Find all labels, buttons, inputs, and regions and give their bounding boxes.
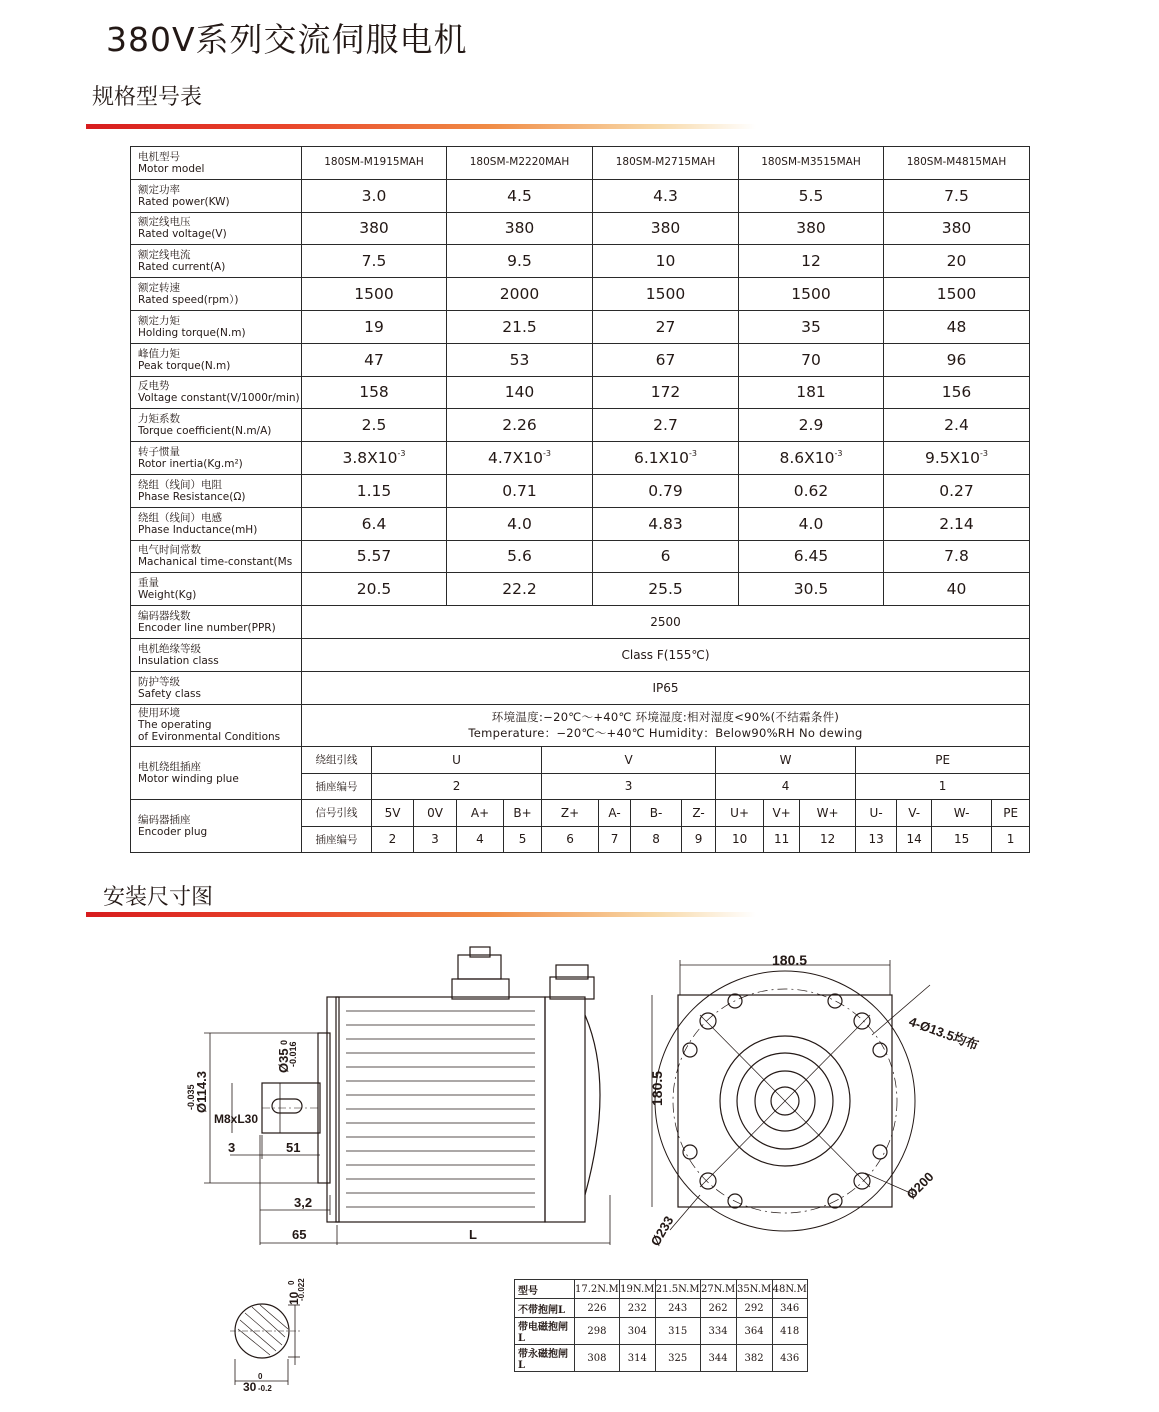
label-zh: 防护等级: [138, 675, 180, 688]
spec-value: 6.4: [302, 507, 447, 540]
dim-cell: 364: [736, 1318, 772, 1345]
dim-l32: 3,2: [294, 1195, 313, 1210]
spec-value: 20.5: [302, 573, 447, 606]
spec-value: 30.5: [739, 573, 884, 606]
spec-value: 2.9: [739, 409, 884, 442]
dim-thread: M8xL30: [214, 1112, 259, 1126]
value-mantissa: 3.8X10: [342, 449, 398, 468]
model-name: 180SM-M1915MAH: [302, 147, 447, 180]
winding-pin: 3: [542, 773, 716, 800]
row-label: [131, 671, 302, 704]
encoder-pin: 2: [372, 826, 414, 853]
spec-value: 1500: [884, 278, 1030, 311]
model-name: 180SM-M2715MAH: [593, 147, 739, 180]
label-zh: 反电势: [138, 380, 170, 393]
spec-row: [131, 442, 1030, 475]
encoder-signal: V+: [764, 800, 800, 827]
spec-value: 380: [447, 212, 593, 245]
dim-d35: Ø35: [276, 1048, 291, 1073]
spec-value: 1500: [302, 278, 447, 311]
spec-value: [447, 442, 593, 475]
spec-value: 0.71: [447, 474, 593, 507]
encoder-signal: B+: [504, 800, 542, 827]
spec-value: [739, 442, 884, 475]
spec-row: [131, 343, 1030, 376]
spec-value: 0.79: [593, 474, 739, 507]
dim-cell: 298: [575, 1318, 620, 1345]
row-label: [131, 638, 302, 671]
dim-d200: Ø200: [903, 1169, 937, 1203]
sub-label: 信号引线: [302, 800, 372, 827]
encoder-signal: A-: [599, 800, 631, 827]
dim-d114: Ø114.3: [194, 1071, 209, 1113]
encoder-pin: 5: [504, 826, 542, 853]
spec-row: [131, 409, 1030, 442]
label-en: Motor model: [138, 162, 205, 175]
label-zh: 力矩系数: [138, 413, 180, 426]
winding-pin: 4: [716, 773, 856, 800]
label-en: Torque coefficient(N.m/A): [138, 425, 272, 438]
spec-row: [131, 573, 1030, 606]
spec-row: [131, 671, 1030, 704]
label-en: Phase Resistance(Ω): [138, 490, 246, 503]
value-exponent: -3: [397, 449, 406, 459]
key-section-drawing: [210, 1265, 320, 1395]
key-dim-30-tolerance: -0.2: [258, 1384, 272, 1393]
encoder-pin: 8: [631, 826, 682, 853]
encoder-signal-row: [131, 800, 1030, 827]
spec-value: 6.45: [739, 540, 884, 573]
dim-cell: 243: [655, 1299, 700, 1318]
spec-value: 2.14: [884, 507, 1030, 540]
winding-signal-row: [131, 747, 1030, 774]
dim-header-cell: 27N.M: [700, 1280, 736, 1299]
spec-value: 4.0: [739, 507, 884, 540]
spec-value: 67: [593, 343, 739, 376]
encoder-signal: B-: [631, 800, 682, 827]
label-zh: 额定转速: [138, 282, 180, 295]
spec-row: [131, 179, 1030, 212]
spec-value: 2500: [302, 606, 1030, 639]
sub-label: 插座编号: [302, 826, 372, 853]
dim-l65: 65: [292, 1227, 307, 1242]
spec-header-row: [131, 147, 1030, 180]
spec-value: 10: [593, 245, 739, 278]
label-en: Safety class: [138, 687, 201, 700]
encoder-pin: 9: [682, 826, 716, 853]
header-label: [131, 147, 302, 180]
spec-row: [131, 606, 1030, 639]
front-view-drawing: [630, 945, 990, 1255]
encoder-signal: A+: [457, 800, 504, 827]
row-label: [131, 800, 302, 853]
label-en: Rated current(A): [138, 261, 226, 274]
spec-value: 48: [884, 310, 1030, 343]
dim-header-cell: 型号: [515, 1280, 575, 1299]
dim-row: [515, 1345, 808, 1372]
spec-row: [131, 540, 1030, 573]
key-dim-10-top: 0: [287, 1280, 296, 1285]
encoder-signal: 0V: [414, 800, 457, 827]
key-dim-10: 10: [287, 1291, 301, 1305]
spec-value: 172: [593, 376, 739, 409]
spec-value: 25.5: [593, 573, 739, 606]
row-label: [131, 409, 302, 442]
spec-value: 5.5: [739, 179, 884, 212]
label-en: Rotor inertia(Kg.m²): [138, 458, 243, 471]
spec-value: 4.3: [593, 179, 739, 212]
model-name: 180SM-M3515MAH: [739, 147, 884, 180]
spec-value: 3.0: [302, 179, 447, 212]
spec-value: 53: [447, 343, 593, 376]
dim-cell: 436: [772, 1345, 807, 1372]
spec-value: 2.26: [447, 409, 593, 442]
spec-row: [131, 638, 1030, 671]
dim-cell: 262: [700, 1299, 736, 1318]
label-en: Encoder plug: [138, 826, 208, 838]
row-label: [131, 474, 302, 507]
encoder-pin: 6: [542, 826, 599, 853]
env-row: [131, 704, 1030, 746]
encoder-pin: 15: [932, 826, 992, 853]
dim-cell: 304: [619, 1318, 655, 1345]
encoder-pin: 3: [414, 826, 457, 853]
winding-signal: V: [542, 747, 716, 774]
spec-value: 2.7: [593, 409, 739, 442]
dim-header-cell: 35N.M: [736, 1280, 772, 1299]
spec-value: 7.5: [302, 245, 447, 278]
spec-row: [131, 278, 1030, 311]
row-label: [131, 747, 302, 800]
dim-d35-top: 0: [279, 1039, 289, 1045]
spec-value: 181: [739, 376, 884, 409]
spec-value: 4.5: [447, 179, 593, 212]
label-en: Rated power(KW): [138, 195, 230, 208]
dim-cell: 不带抱闸L: [515, 1299, 575, 1318]
spec-row: [131, 245, 1030, 278]
row-label: [131, 245, 302, 278]
spec-value: 7.8: [884, 540, 1030, 573]
dim-row: [515, 1299, 808, 1318]
side-view-drawing: [186, 945, 630, 1250]
label-zh: 重量: [138, 577, 159, 590]
encoder-signal: W+: [800, 800, 856, 827]
row-label: [131, 310, 302, 343]
row-label: [131, 507, 302, 540]
value-exponent: -3: [543, 449, 551, 459]
label-en: Phase Inductance(mH): [138, 523, 258, 536]
row-label: [131, 343, 302, 376]
label-zh: 额定线电压: [138, 216, 191, 229]
dim-cell: 292: [736, 1299, 772, 1318]
dim-cell: 334: [700, 1318, 736, 1345]
label-en: Rated speed(rpm）): [138, 294, 239, 307]
value-mantissa: 4.7X10: [488, 449, 543, 468]
spec-value: 7.5: [884, 179, 1030, 212]
row-label: [131, 376, 302, 409]
spec-value: 4.83: [593, 507, 739, 540]
label-zh: 峰值力矩: [138, 347, 180, 360]
spec-value: 0.27: [884, 474, 1030, 507]
plug-table: [130, 746, 1030, 853]
page-title: 380V系列交流伺服电机: [106, 20, 468, 59]
dim-cell: 226: [575, 1299, 620, 1318]
spec-value: [884, 442, 1030, 475]
dim-l3: 3: [228, 1140, 236, 1155]
winding-signal: U: [372, 747, 542, 774]
env-line-en: Temperature：−20℃～+40℃ Humidity：Below90%RH No dewing: [468, 726, 863, 741]
env-line-zh: 环境温度:−20℃～+40℃ 环境湿度:相对湿度<90%(不结霜条件): [491, 710, 840, 725]
label-en: Holding torque(N.m): [138, 326, 246, 339]
label-en: Encoder line number(PPR): [138, 622, 276, 635]
encoder-pin: 7: [599, 826, 631, 853]
encoder-signal: W-: [932, 800, 992, 827]
encoder-pin: 10: [716, 826, 764, 853]
spec-value: 70: [739, 343, 884, 376]
model-name: 180SM-M4815MAH: [884, 147, 1030, 180]
spec-value: 40: [884, 573, 1030, 606]
spec-value: 19: [302, 310, 447, 343]
value-mantissa: 8.6X10: [779, 449, 835, 468]
encoder-signal: PE: [992, 800, 1030, 827]
spec-value: 1500: [739, 278, 884, 311]
spec-value: 158: [302, 376, 447, 409]
sub-label: 插座编号: [302, 773, 372, 800]
value-mantissa: 9.5X10: [925, 449, 980, 468]
label-zh: 绕组（线间）电感: [138, 511, 222, 524]
spec-value: 380: [884, 212, 1030, 245]
dim-cell: 325: [655, 1345, 700, 1372]
label-zh: 额定力矩: [138, 314, 180, 327]
label-en: Weight(Kg): [138, 589, 197, 602]
encoder-pin: 4: [457, 826, 504, 853]
dim-cell: 382: [736, 1345, 772, 1372]
dim-holes: 4-Ø13.5均布: [906, 1013, 981, 1053]
spec-value: [302, 442, 447, 475]
encoder-signal: V-: [897, 800, 932, 827]
env-value: [302, 704, 1030, 746]
dim-cell: 带永磁抱闸L: [515, 1345, 575, 1372]
spec-value: 380: [593, 212, 739, 245]
label-zh: 编码器插座: [138, 814, 191, 826]
dim-cell: 344: [700, 1345, 736, 1372]
row-label: [131, 179, 302, 212]
dim-d233: Ø233: [647, 1213, 677, 1249]
encoder-signal: Z+: [542, 800, 599, 827]
spec-row: [131, 310, 1030, 343]
key-dim-30-top: 0: [258, 1372, 263, 1381]
winding-signal: W: [716, 747, 856, 774]
spec-row: [131, 376, 1030, 409]
dim-d114-tolerance: -0.035: [186, 1084, 196, 1110]
label-zh: 电气时间常数: [138, 544, 201, 557]
spec-value: 96: [884, 343, 1030, 376]
spec-value: 6: [593, 540, 739, 573]
row-label: [131, 278, 302, 311]
spec-value: [593, 442, 739, 475]
section-title-install: 安装尺寸图: [103, 885, 214, 910]
spec-value: 20: [884, 245, 1030, 278]
key-dim-10-tolerance: -0.022: [297, 1278, 306, 1301]
label-zh: 电机绝缘等级: [138, 642, 201, 655]
spec-value: 2.4: [884, 409, 1030, 442]
spec-row: [131, 474, 1030, 507]
dim-cell: 346: [772, 1299, 807, 1318]
label-en: Rated voltage(V): [138, 228, 227, 241]
label-zh: 使用环境: [138, 707, 180, 720]
dim-l51: 51: [286, 1140, 301, 1155]
spec-value: 12: [739, 245, 884, 278]
label-en: Insulation class: [138, 654, 219, 667]
row-label: [131, 442, 302, 475]
dim-header-cell: 19N.M: [619, 1280, 655, 1299]
dim-cell: 314: [619, 1345, 655, 1372]
key-dim-30: 30: [243, 1380, 257, 1394]
label-zh: 绕组（线间）电阻: [138, 478, 222, 491]
spec-value: 5.6: [447, 540, 593, 573]
sub-label: 绕组引线: [302, 747, 372, 774]
row-label: [131, 573, 302, 606]
spec-value: 4.0: [447, 507, 593, 540]
winding-pin: 1: [856, 773, 1030, 800]
dim-180-horizontal: 180.5: [772, 952, 808, 968]
row-label: [131, 540, 302, 573]
encoder-pin: 11: [764, 826, 800, 853]
dim-cell: 308: [575, 1345, 620, 1372]
label-en: The operating: [138, 719, 212, 732]
label-en: of Evironmental Conditions: [138, 731, 281, 744]
section-title-spec: 规格型号表: [92, 85, 203, 110]
motor-body-outline: [336, 997, 545, 1222]
spec-value: 9.5: [447, 245, 593, 278]
spec-value: 21.5: [447, 310, 593, 343]
spec-value: 2000: [447, 278, 593, 311]
spec-value: IP65: [302, 671, 1030, 704]
winding-pin: 2: [372, 773, 542, 800]
spec-value: 380: [739, 212, 884, 245]
dim-d35-tolerance: -0.016: [288, 1041, 298, 1067]
dim-row: [515, 1318, 808, 1345]
dim-header-cell: 21.5N.M: [655, 1280, 700, 1299]
spec-row: [131, 212, 1030, 245]
spec-row: [131, 507, 1030, 540]
spec-value: 2.5: [302, 409, 447, 442]
encoder-signal: U-: [856, 800, 897, 827]
spec-value: Class F(155℃): [302, 638, 1030, 671]
encoder-signal: 5V: [372, 800, 414, 827]
encoder-pin: 13: [856, 826, 897, 853]
dim-cell: 232: [619, 1299, 655, 1318]
spec-value: 22.2: [447, 573, 593, 606]
spec-table: [130, 146, 1030, 747]
dim-header-cell: 17.2N.M: [575, 1280, 620, 1299]
value-mantissa: 6.1X10: [634, 449, 689, 468]
label-en: Motor winding plue: [138, 773, 239, 785]
label-zh: 额定功率: [138, 183, 180, 196]
row-label: [131, 606, 302, 639]
value-exponent: -3: [689, 449, 697, 459]
spec-value: 1.15: [302, 474, 447, 507]
encoder-pin: 1: [992, 826, 1030, 853]
label-en: Peak torque(N.m): [138, 359, 231, 372]
row-label: [131, 704, 302, 746]
spec-value: 140: [447, 376, 593, 409]
dim-header-row: [515, 1280, 808, 1299]
spec-value: 5.57: [302, 540, 447, 573]
row-label: [131, 212, 302, 245]
label-zh: 转子惯量: [138, 446, 180, 459]
model-name: 180SM-M2220MAH: [447, 147, 593, 180]
dim-180-vertical: 180.5: [649, 1070, 665, 1106]
spec-value: 1500: [593, 278, 739, 311]
section-divider: [86, 912, 756, 917]
dim-cell: 418: [772, 1318, 807, 1345]
dim-lL: L: [469, 1227, 477, 1242]
label-en: Machanical time-constant(Ms: [138, 556, 293, 569]
encoder-pin: 12: [800, 826, 856, 853]
value-exponent: -3: [980, 449, 988, 459]
label-zh: 电机型号: [138, 150, 180, 163]
winding-signal: PE: [856, 747, 1030, 774]
dim-cell: 315: [655, 1318, 700, 1345]
encoder-signal: U+: [716, 800, 764, 827]
dim-header-cell: 48N.M: [772, 1280, 807, 1299]
label-en: Voltage constant(V/1000r/min): [138, 392, 300, 405]
label-zh: 额定线电流: [138, 249, 191, 262]
label-zh: 电机绕组插座: [138, 761, 201, 773]
encoder-signal: Z-: [682, 800, 716, 827]
spec-value: 156: [884, 376, 1030, 409]
value-exponent: -3: [834, 449, 843, 459]
spec-value: 27: [593, 310, 739, 343]
length-dimension-table: [514, 1279, 808, 1372]
encoder-pin: 14: [897, 826, 932, 853]
spec-value: 0.62: [739, 474, 884, 507]
spec-value: 380: [302, 212, 447, 245]
spec-value: 35: [739, 310, 884, 343]
label-zh: 编码器线数: [138, 610, 191, 623]
dim-cell: 带电磁抱闸L: [515, 1318, 575, 1345]
spec-value: 47: [302, 343, 447, 376]
section-divider: [86, 124, 756, 129]
